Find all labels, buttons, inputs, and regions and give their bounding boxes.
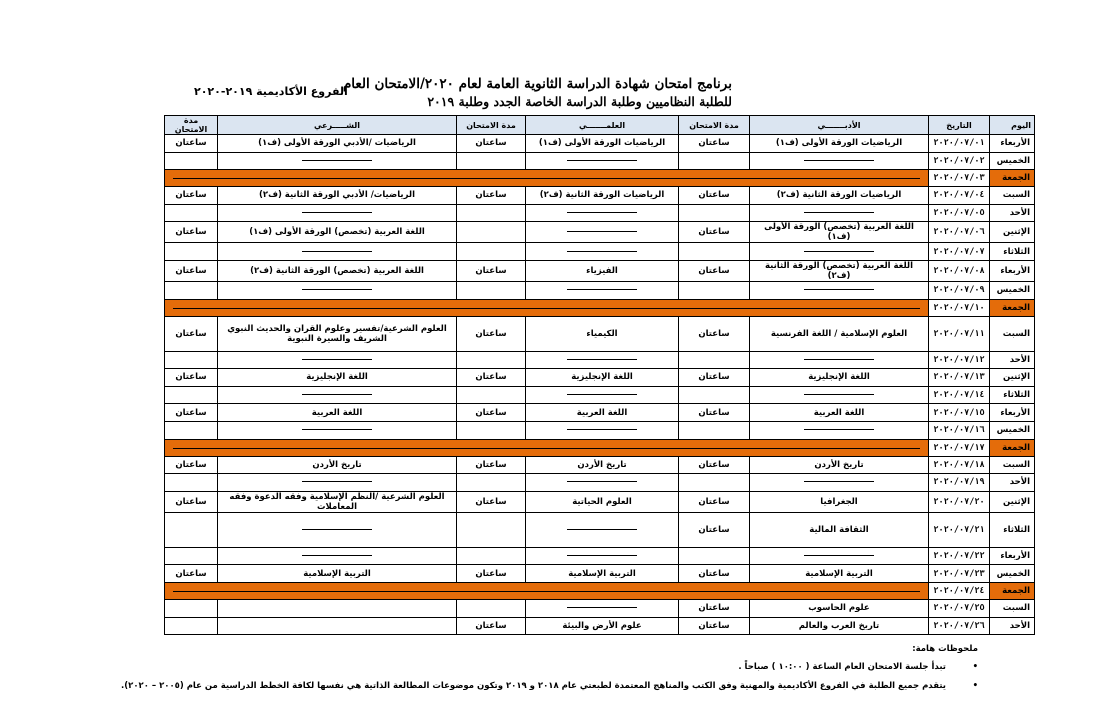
duration-cell: ساعتان <box>679 135 750 153</box>
duration-cell: ساعتان <box>679 187 750 205</box>
day-cell: الأحد <box>990 204 1035 222</box>
table-row <box>165 187 1035 205</box>
table-row <box>165 351 1035 369</box>
date-cell: ٢٠٢٠/٠٧/٢٣ <box>929 565 990 583</box>
sharia-subject-cell: اللغة الإنجليزية <box>218 369 457 387</box>
empty-dash <box>302 251 372 252</box>
duration-cell: ساعتان <box>457 491 526 512</box>
literary-subject-cell <box>750 281 929 299</box>
duration-cell <box>457 547 526 565</box>
empty-dash <box>804 394 874 395</box>
day-cell: السبت <box>990 599 1035 617</box>
note-item <box>178 662 978 672</box>
literary-subject-cell: اللغة العربية (تخصص) الورقة الثانية (ف٢) <box>750 260 929 281</box>
col-header-duration: مدة الامتحان <box>679 116 750 135</box>
date-cell: ٢٠٢٠/٠٧/١٠ <box>929 299 990 316</box>
date-cell: ٢٠٢٠/٠٧/١٤ <box>929 386 990 404</box>
friday-row <box>165 299 1035 316</box>
sharia-subject-cell: الرياضيات/ الأدبي الورقة الثانية (ف٢) <box>218 187 457 205</box>
col-header-literary: الأدبـــــــي <box>750 116 929 135</box>
duration-cell <box>457 421 526 439</box>
empty-dash <box>804 212 874 213</box>
date-cell: ٢٠٢٠/٠٧/١٨ <box>929 456 990 474</box>
duration-cell: ساعتان <box>679 222 750 243</box>
scientific-subject-cell <box>526 243 679 261</box>
duration-cell <box>457 152 526 170</box>
friday-row <box>165 439 1035 456</box>
empty-dash <box>302 529 372 530</box>
day-cell: الخميس <box>990 281 1035 299</box>
sharia-subject-cell <box>218 152 457 170</box>
literary-subject-cell <box>750 474 929 492</box>
academic-branches-label: الفروع الأكاديمية ٢٠١٩-٢٠٢٠ <box>194 85 348 98</box>
duration-cell: ساعتان <box>457 260 526 281</box>
duration-cell <box>457 281 526 299</box>
table-row <box>165 222 1035 243</box>
empty-dash <box>804 429 874 430</box>
scientific-subject-cell: تاريخ الأردن <box>526 456 679 474</box>
sharia-subject-cell <box>218 474 457 492</box>
empty-dash <box>302 555 372 556</box>
day-cell: الخميس <box>990 152 1035 170</box>
literary-subject-cell: الجغرافيا <box>750 491 929 512</box>
duration-cell: ساعتان <box>679 491 750 512</box>
empty-dash <box>302 481 372 482</box>
table-row <box>165 404 1035 422</box>
friday-band <box>165 170 929 187</box>
date-cell: ٢٠٢٠/٠٧/١٩ <box>929 474 990 492</box>
col-header-scientific: العلمـــــــي <box>526 116 679 135</box>
duration-cell <box>165 421 218 439</box>
literary-subject-cell: الرياضيات الورقة الثانية (ف٢) <box>750 187 929 205</box>
sharia-subject-cell: اللغة العربية (تخصص) الورقة الأولى (ف١) <box>218 222 457 243</box>
table-row <box>165 281 1035 299</box>
date-cell: ٢٠٢٠/٠٧/٠٣ <box>929 170 990 187</box>
empty-dash <box>567 160 637 161</box>
literary-subject-cell <box>750 421 929 439</box>
empty-dash <box>567 481 637 482</box>
empty-dash <box>567 289 637 290</box>
duration-cell: ساعتان <box>679 369 750 387</box>
duration-cell <box>165 617 218 635</box>
table-row <box>165 260 1035 281</box>
table-row <box>165 474 1035 492</box>
duration-cell: ساعتان <box>165 456 218 474</box>
friday-line <box>173 591 920 592</box>
sharia-subject-cell: العلوم الشرعية /النظم الإسلامية وفقه الدعوة وفقه المعاملات <box>218 491 457 512</box>
sharia-subject-cell <box>218 351 457 369</box>
day-cell: الثلاثاء <box>990 512 1035 547</box>
literary-subject-cell: علوم الحاسوب <box>750 599 929 617</box>
duration-cell: ساعتان <box>679 565 750 583</box>
day-cell: الإثنين <box>990 222 1035 243</box>
table-row <box>165 491 1035 512</box>
empty-dash <box>804 251 874 252</box>
empty-dash <box>567 429 637 430</box>
day-cell: الأربعاء <box>990 404 1035 422</box>
scientific-subject-cell <box>526 547 679 565</box>
day-cell: الثلاثاء <box>990 386 1035 404</box>
scientific-subject-cell: العلوم الحياتية <box>526 491 679 512</box>
duration-cell: ساعتان <box>679 456 750 474</box>
table-row <box>165 369 1035 387</box>
empty-dash <box>302 359 372 360</box>
day-cell: الإثنين <box>990 491 1035 512</box>
scientific-subject-cell: الكيمياء <box>526 316 679 351</box>
day-cell: الجمعة <box>990 582 1035 599</box>
duration-cell <box>679 243 750 261</box>
date-cell: ٢٠٢٠/٠٧/٠٥ <box>929 204 990 222</box>
col-header-sharia: الشـــــرعي <box>218 116 457 135</box>
literary-subject-cell <box>750 386 929 404</box>
empty-dash <box>567 251 637 252</box>
friday-row <box>165 582 1035 599</box>
friday-band <box>165 439 929 456</box>
day-cell: الجمعة <box>990 439 1035 456</box>
date-cell: ٢٠٢٠/٠٧/٠١ <box>929 135 990 153</box>
literary-subject-cell: اللغة العربية (تخصص) الورقة الأولى (ف١) <box>750 222 929 243</box>
empty-dash <box>567 555 637 556</box>
empty-dash <box>804 481 874 482</box>
empty-dash <box>567 212 637 213</box>
literary-subject-cell: العلوم الإسلامية / اللغة الفرنسية <box>750 316 929 351</box>
date-cell: ٢٠٢٠/٠٧/١١ <box>929 316 990 351</box>
col-header-day: اليوم <box>990 116 1035 135</box>
col-header-date: التاريخ <box>929 116 990 135</box>
table-row <box>165 512 1035 547</box>
literary-subject-cell <box>750 547 929 565</box>
note-text: تبدأ جلسة الامتحان العام الساعة ( ١٠:٠٠ ) صباحاً . <box>738 662 946 672</box>
scientific-subject-cell <box>526 222 679 243</box>
date-cell: ٢٠٢٠/٠٧/٠٤ <box>929 187 990 205</box>
date-cell: ٢٠٢٠/٠٧/١٣ <box>929 369 990 387</box>
duration-cell: ساعتان <box>457 187 526 205</box>
table-header-row <box>165 116 1035 135</box>
duration-cell <box>679 421 750 439</box>
day-cell: الخميس <box>990 565 1035 583</box>
empty-dash <box>804 289 874 290</box>
day-cell: الثلاثاء <box>990 243 1035 261</box>
duration-cell: ساعتان <box>165 404 218 422</box>
duration-cell: ساعتان <box>165 187 218 205</box>
duration-cell <box>457 474 526 492</box>
duration-cell: ساعتان <box>457 135 526 153</box>
table-row <box>165 617 1035 635</box>
day-cell: السبت <box>990 187 1035 205</box>
literary-subject-cell <box>750 243 929 261</box>
duration-cell: ساعتان <box>457 369 526 387</box>
literary-subject-cell: اللغة الإنجليزية <box>750 369 929 387</box>
sharia-subject-cell: التربية الإسلامية <box>218 565 457 583</box>
friday-row <box>165 170 1035 187</box>
day-cell: الخميس <box>990 421 1035 439</box>
note-item <box>121 681 978 691</box>
date-cell: ٢٠٢٠/٠٧/٠٧ <box>929 243 990 261</box>
sharia-subject-cell: الرياضيات /الأدبي الورقة الأولى (ف١) <box>218 135 457 153</box>
empty-dash <box>804 160 874 161</box>
duration-cell <box>165 512 218 547</box>
table-row <box>165 386 1035 404</box>
duration-cell <box>165 204 218 222</box>
literary-subject-cell: اللغة العربية <box>750 404 929 422</box>
literary-subject-cell: تاريخ الأردن <box>750 456 929 474</box>
duration-cell: ساعتان <box>165 135 218 153</box>
duration-cell: ساعتان <box>165 491 218 512</box>
table-row <box>165 565 1035 583</box>
friday-line <box>173 448 920 449</box>
duration-cell <box>679 547 750 565</box>
day-cell: الأحد <box>990 351 1035 369</box>
notes-heading: ملحوظات هامة: <box>912 644 978 654</box>
duration-cell <box>165 281 218 299</box>
date-cell: ٢٠٢٠/٠٧/١٥ <box>929 404 990 422</box>
day-cell: الإثنين <box>990 369 1035 387</box>
duration-cell: ساعتان <box>679 512 750 547</box>
duration-cell <box>679 281 750 299</box>
sharia-subject-cell <box>218 204 457 222</box>
duration-cell: ساعتان <box>457 316 526 351</box>
date-cell: ٢٠٢٠/٠٧/٢٢ <box>929 547 990 565</box>
duration-cell <box>165 547 218 565</box>
date-cell: ٢٠٢٠/٠٧/١٢ <box>929 351 990 369</box>
sharia-subject-cell <box>218 512 457 547</box>
note-text: يتقدم جميع الطلبة في الفروع الأكاديمية والمهنية وفق الكتب والمناهج المعتمدة لطبعتي عام ٢٠١٨ و ٢٠١٩ وتكون موضوعات المطالعة الذاتية هي نفسها لكافة الخطط الدراسية من عام (٢٠٠٥ – ٢٠٢٠). <box>121 681 946 691</box>
empty-dash <box>302 394 372 395</box>
col-header-duration: مدة الامتحان <box>457 116 526 135</box>
duration-cell <box>457 386 526 404</box>
scientific-subject-cell: اللغة العربية <box>526 404 679 422</box>
day-cell: الأربعاء <box>990 547 1035 565</box>
important-notes <box>121 644 978 700</box>
table-row <box>165 243 1035 261</box>
day-cell: الجمعة <box>990 170 1035 187</box>
day-cell: السبت <box>990 316 1035 351</box>
scientific-subject-cell: التربية الإسلامية <box>526 565 679 583</box>
literary-subject-cell <box>750 204 929 222</box>
duration-cell <box>165 152 218 170</box>
empty-dash <box>302 289 372 290</box>
scientific-subject-cell <box>526 421 679 439</box>
duration-cell: ساعتان <box>165 260 218 281</box>
sharia-subject-cell: تاريخ الأردن <box>218 456 457 474</box>
table-row <box>165 316 1035 351</box>
date-cell: ٢٠٢٠/٠٧/٠٦ <box>929 222 990 243</box>
duration-cell: ساعتان <box>165 369 218 387</box>
sharia-subject-cell <box>218 281 457 299</box>
bullet-icon: • <box>972 662 978 672</box>
friday-band <box>165 299 929 316</box>
scientific-subject-cell <box>526 474 679 492</box>
table-row <box>165 135 1035 153</box>
sharia-subject-cell: اللغة العربية (تخصص) الورقة الثانية (ف٢) <box>218 260 457 281</box>
empty-dash <box>567 529 637 530</box>
literary-subject-cell: الرياضيات الورقة الأولى (ف١) <box>750 135 929 153</box>
duration-cell: ساعتان <box>165 222 218 243</box>
duration-cell <box>457 599 526 617</box>
duration-cell: ساعتان <box>457 456 526 474</box>
duration-cell <box>165 351 218 369</box>
scientific-subject-cell: الفيزياء <box>526 260 679 281</box>
sharia-subject-cell: اللغة العربية <box>218 404 457 422</box>
exam-program-title: برنامج امتحان شهادة الدراسة الثانوية العامة لعام ٢٠٢٠/الامتحان العام <box>342 76 732 92</box>
duration-cell <box>679 386 750 404</box>
duration-cell: ساعتان <box>457 404 526 422</box>
duration-cell <box>679 351 750 369</box>
date-cell: ٢٠٢٠/٠٧/١٦ <box>929 421 990 439</box>
table-row <box>165 152 1035 170</box>
duration-cell <box>457 351 526 369</box>
duration-cell: ساعتان <box>165 565 218 583</box>
scientific-subject-cell <box>526 152 679 170</box>
date-cell: ٢٠٢٠/٠٧/٠٩ <box>929 281 990 299</box>
scientific-subject-cell <box>526 599 679 617</box>
day-cell: الأربعاء <box>990 135 1035 153</box>
day-cell: الأحد <box>990 474 1035 492</box>
day-cell: الجمعة <box>990 299 1035 316</box>
duration-cell <box>165 386 218 404</box>
scientific-subject-cell: الرياضيات الورقة الأولى (ف١) <box>526 135 679 153</box>
day-cell: الأحد <box>990 617 1035 635</box>
col-header-duration: مدة الامتحان <box>165 116 218 135</box>
duration-cell: ساعتان <box>679 599 750 617</box>
sharia-subject-cell <box>218 421 457 439</box>
date-cell: ٢٠٢٠/٠٧/٢١ <box>929 512 990 547</box>
literary-subject-cell: تاريخ العرب والعالم <box>750 617 929 635</box>
date-cell: ٢٠٢٠/٠٧/٠٢ <box>929 152 990 170</box>
duration-cell: ساعتان <box>165 316 218 351</box>
empty-dash <box>567 359 637 360</box>
duration-cell: ساعتان <box>679 617 750 635</box>
bullet-icon: • <box>972 681 978 691</box>
day-cell: السبت <box>990 456 1035 474</box>
duration-cell: ساعتان <box>457 565 526 583</box>
duration-cell: ساعتان <box>679 404 750 422</box>
table-row <box>165 547 1035 565</box>
duration-cell <box>457 243 526 261</box>
duration-cell <box>679 474 750 492</box>
duration-cell <box>165 599 218 617</box>
duration-cell: ساعتان <box>457 617 526 635</box>
empty-dash <box>302 429 372 430</box>
scientific-subject-cell <box>526 386 679 404</box>
empty-dash <box>302 212 372 213</box>
friday-line <box>173 308 920 309</box>
empty-dash <box>804 555 874 556</box>
duration-cell <box>457 222 526 243</box>
sharia-subject-cell <box>218 547 457 565</box>
duration-cell <box>679 204 750 222</box>
empty-dash <box>567 607 637 608</box>
sharia-subject-cell: العلوم الشرعية/تفسير وعلوم القران والحديث النبوي الشريف والسيرة النبوية <box>218 316 457 351</box>
sharia-subject-cell <box>218 617 457 635</box>
sharia-subject-cell <box>218 599 457 617</box>
table-row <box>165 456 1035 474</box>
scientific-subject-cell <box>526 281 679 299</box>
friday-line <box>173 178 920 179</box>
exam-schedule-table <box>164 115 1035 635</box>
scientific-subject-cell: علوم الأرض والبيئة <box>526 617 679 635</box>
duration-cell <box>165 243 218 261</box>
exam-program-subtitle: للطلبة النظاميين وطلبة الدراسة الخاصة الجدد وطلبة ٢٠١٩ <box>427 94 732 109</box>
duration-cell <box>457 204 526 222</box>
literary-subject-cell <box>750 351 929 369</box>
date-cell: ٢٠٢٠/٠٧/١٧ <box>929 439 990 456</box>
scientific-subject-cell: اللغة الإنجليزية <box>526 369 679 387</box>
table-row <box>165 421 1035 439</box>
duration-cell: ساعتان <box>679 316 750 351</box>
day-cell: الأربعاء <box>990 260 1035 281</box>
table-row <box>165 599 1035 617</box>
date-cell: ٢٠٢٠/٠٧/٢٥ <box>929 599 990 617</box>
duration-cell: ساعتان <box>679 260 750 281</box>
empty-dash <box>302 160 372 161</box>
empty-dash <box>567 231 637 232</box>
literary-subject-cell: التربية الإسلامية <box>750 565 929 583</box>
table-row <box>165 204 1035 222</box>
date-cell: ٢٠٢٠/٠٧/٢٤ <box>929 582 990 599</box>
empty-dash <box>567 394 637 395</box>
date-cell: ٢٠٢٠/٠٧/٠٨ <box>929 260 990 281</box>
scientific-subject-cell <box>526 204 679 222</box>
sharia-subject-cell <box>218 386 457 404</box>
literary-subject-cell: الثقافة المالية <box>750 512 929 547</box>
scientific-subject-cell <box>526 351 679 369</box>
scientific-subject-cell: الرياضيات الورقة الثانية (ف٢) <box>526 187 679 205</box>
date-cell: ٢٠٢٠/٠٧/٢٦ <box>929 617 990 635</box>
duration-cell <box>165 474 218 492</box>
empty-dash <box>804 359 874 360</box>
duration-cell <box>679 152 750 170</box>
date-cell: ٢٠٢٠/٠٧/٢٠ <box>929 491 990 512</box>
scientific-subject-cell <box>526 512 679 547</box>
friday-band <box>165 582 929 599</box>
duration-cell <box>457 512 526 547</box>
sharia-subject-cell <box>218 243 457 261</box>
literary-subject-cell <box>750 152 929 170</box>
